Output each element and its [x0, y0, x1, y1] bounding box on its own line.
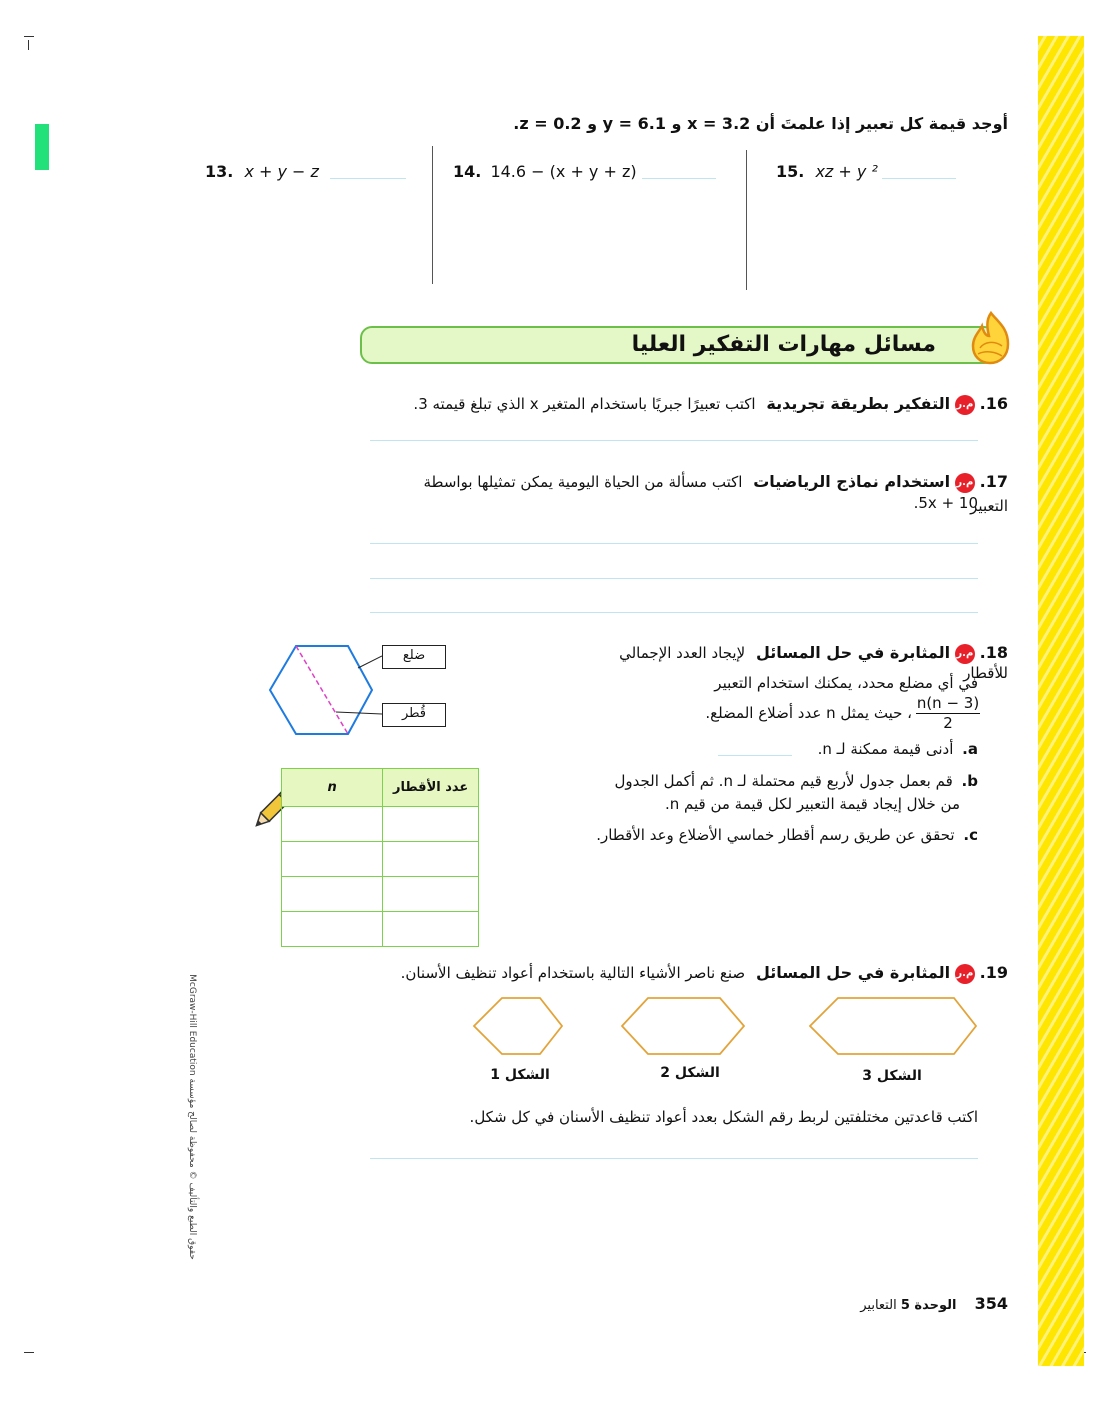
question-number: 18.: [979, 643, 1008, 662]
table-cell[interactable]: [383, 842, 479, 877]
question-title: المثابرة في حل المسائل: [755, 643, 951, 662]
part-text: أدنى قيمة ممكنة لـ n.: [817, 740, 954, 758]
fraction-denominator: 2: [943, 714, 953, 732]
section-header: [360, 326, 996, 364]
table-cell[interactable]: [282, 877, 383, 912]
label-side: ضلع: [382, 645, 446, 669]
page-number: 354: [974, 1294, 1008, 1313]
hexagon-shape: [270, 646, 372, 734]
exercise-expression: xz + y ²: [815, 162, 878, 181]
table-row: [282, 912, 479, 947]
exercise-number: 15.: [776, 162, 805, 181]
exercise-expression: 14.6 − (x + y + z): [490, 162, 637, 181]
table-header-n: n: [282, 769, 383, 807]
part-text: قم بعمل جدول لأربع قيم محتملة لـ n. ثم أكمل الجدول: [614, 772, 953, 790]
table-cell[interactable]: [282, 912, 383, 947]
section-title: مسائل مهارات التفكير العليا: [631, 332, 936, 357]
exercise-13: [205, 162, 319, 181]
question-title: التفكير بطريقة تجريدية: [766, 394, 951, 413]
part-label: c.: [963, 826, 978, 844]
table-row: [282, 877, 479, 912]
answer-line[interactable]: [370, 612, 978, 613]
diagonal-line: [296, 646, 348, 734]
intro-text: أوجد قيمة كل تعبير إذا علمتَ أن x = 3.2 و y = 6.1 و z = 0.2.: [513, 114, 1008, 133]
footer-unit: الوحدة 5: [900, 1298, 957, 1313]
pointer-arrow: [358, 656, 382, 668]
part-label: a.: [962, 740, 978, 758]
badge-icon: م.ر: [955, 395, 975, 415]
figure-2-shape: [622, 998, 744, 1054]
answer-line[interactable]: [370, 440, 978, 441]
green-tab: [35, 124, 49, 170]
column-divider: [432, 146, 433, 284]
part-text: تحقق عن طريق رسم أقطار خماسي الأضلاع وعد الأقطار.: [596, 826, 955, 844]
table-cell[interactable]: [383, 807, 479, 842]
question-text: اكتب مسألة من الحياة اليومية يمكن تمثيلها بواسطة التعبير: [423, 473, 1008, 515]
figure-1-label: الشكل 1: [490, 1067, 550, 1083]
table-row: [282, 842, 479, 877]
question-text: صنع ناصر الأشياء التالية باستخدام أعواد تنظيف الأسنان.: [400, 964, 746, 982]
part-b: [558, 772, 978, 790]
crop-mark: [24, 1352, 34, 1353]
part-b-continued: من خلال إيجاد قيمة التعبير لكل قيمة من قيم n.: [664, 795, 960, 813]
answer-line[interactable]: [370, 543, 978, 544]
exercise-expression: x + y − z: [244, 162, 319, 181]
badge-icon: م.ر: [955, 644, 975, 664]
question-18-line3: ، حيث يمثل n عدد أضلاع المضلع.: [705, 704, 912, 722]
question-text: اكتب تعبيرًا جبريًا باستخدام المتغير x الذي تبلغ قيمته 3.: [413, 395, 756, 413]
figure-1-shape: [474, 998, 562, 1054]
diagonals-table: [281, 768, 479, 947]
table-row: [282, 807, 479, 842]
figure-3-shape: [810, 998, 976, 1054]
part-c: [596, 826, 978, 844]
answer-line[interactable]: [882, 178, 956, 179]
question-19-followup: اكتب قاعدتين مختلفتين لربط رقم الشكل بعدد أعواد تنظيف الأسنان في كل شكل.: [469, 1108, 978, 1126]
flame-icon: [968, 310, 1014, 366]
crop-mark: [24, 36, 34, 37]
question-text: لإيجاد العدد الإجمالي للأقطار: [619, 644, 1008, 682]
part-label: b.: [961, 772, 978, 790]
answer-line[interactable]: [330, 178, 406, 179]
question-16: [388, 394, 1008, 415]
question-18-line2: في أي مضلع محدد، يمكنك استخدام التعبير: [714, 674, 978, 692]
answer-line[interactable]: [718, 755, 792, 756]
copyright-credit: McGraw-Hill Education حقوق الطبع والتأليف © محفوظة لصالح مؤسسة: [187, 974, 197, 1260]
figure-3-label: الشكل 3: [862, 1068, 922, 1084]
question-19: [388, 963, 1008, 984]
footer-unit-title: التعابير: [860, 1298, 897, 1313]
answer-line[interactable]: [370, 1158, 978, 1159]
table-cell[interactable]: [282, 842, 383, 877]
table-cell[interactable]: [383, 912, 479, 947]
toothpick-figures: [470, 992, 982, 1062]
table-header-diagonals: عدد الأقطار: [383, 769, 479, 807]
badge-icon: م.ر: [955, 964, 975, 984]
footer: [860, 1294, 1008, 1313]
column-divider: [746, 150, 747, 290]
question-text-continued: 5x + 10.: [913, 494, 978, 512]
question-title: استخدام نماذج الرياضيات: [753, 472, 951, 491]
question-number: 16.: [979, 394, 1008, 413]
question-number: 19.: [979, 963, 1008, 982]
crop-mark: [28, 40, 29, 50]
exercise-number: 13.: [205, 162, 234, 181]
fraction-numerator: n(n − 3): [916, 694, 980, 712]
table-cell[interactable]: [383, 877, 479, 912]
table-cell[interactable]: [282, 807, 383, 842]
answer-line[interactable]: [642, 178, 716, 179]
question-title: المثابرة في حل المسائل: [755, 963, 951, 982]
label-diagonal: قُطر: [382, 703, 446, 727]
table-header-row: [282, 769, 479, 807]
page-edge-band: [1038, 36, 1084, 1366]
question-number: 17.: [979, 472, 1008, 491]
badge-icon: م.ر: [955, 473, 975, 493]
exercise-14: [453, 162, 637, 181]
answer-line[interactable]: [370, 578, 978, 579]
part-a: [818, 740, 978, 758]
fraction: [916, 694, 980, 732]
figure-2-label: الشكل 2: [660, 1065, 720, 1081]
exercise-15: [776, 162, 878, 181]
exercise-number: 14.: [453, 162, 482, 181]
